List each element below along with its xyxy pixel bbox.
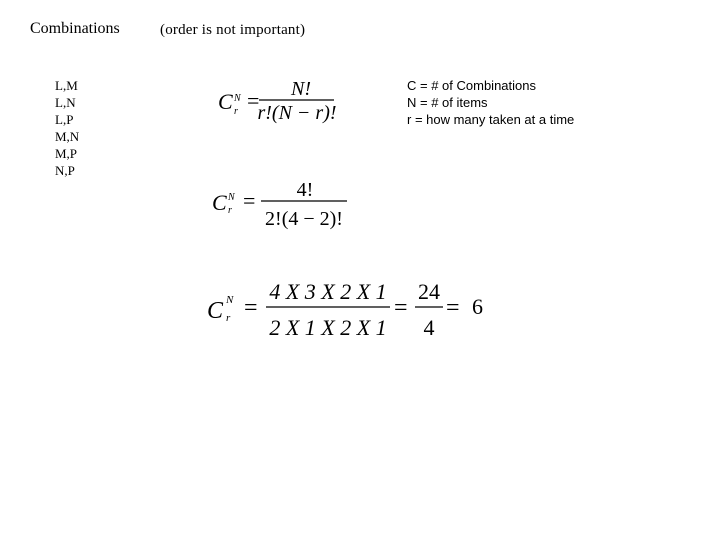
legend-item: N = # of items: [407, 95, 488, 110]
list-item: M,N: [55, 129, 80, 144]
denominator: 2 X 1 X 2 X 1: [269, 315, 387, 340]
formula-c: C: [207, 298, 224, 324]
legend-item: C = # of Combinations: [407, 78, 536, 93]
denominator: 2!(4 − 2)!: [265, 208, 343, 230]
formula-sup: N: [226, 294, 234, 306]
formula-sup: N: [228, 192, 235, 203]
equals-sign: =: [394, 295, 408, 321]
equals-sign: =: [243, 188, 256, 213]
denominator: r!(N − r)!: [257, 102, 337, 124]
page-title: Combinations: [30, 20, 120, 37]
formula-c: C: [212, 190, 227, 215]
formula-general: [210, 70, 360, 130]
list-item: L,M: [55, 78, 78, 93]
equals-sign: =: [244, 295, 258, 321]
formula-sub: r: [226, 312, 231, 324]
formula-calculation: [200, 272, 500, 347]
result-value: 6: [472, 294, 483, 319]
numerator: 4 X 3 X 2 X 1: [269, 279, 387, 304]
list-item: L,P: [55, 112, 74, 127]
list-item: L,N: [55, 95, 76, 110]
list-item: M,P: [55, 146, 78, 161]
formula-c: C: [218, 89, 233, 114]
formula-sub: r: [234, 106, 238, 117]
numerator: 24: [418, 279, 440, 304]
denominator: 4: [423, 315, 435, 340]
equals-sign: =: [247, 88, 260, 113]
list-item: N,P: [55, 163, 75, 178]
page-subtitle: (order is not important): [160, 22, 306, 38]
legend-item: r = how many taken at a time: [407, 112, 575, 127]
legend: [407, 77, 574, 128]
pairs-list: [55, 77, 79, 179]
numerator: N!: [291, 78, 311, 100]
numerator: 4!: [296, 179, 314, 201]
formula-substituted: [206, 175, 356, 235]
formula-sub: r: [228, 205, 232, 216]
formula-sup: N: [234, 93, 241, 104]
equals-sign: =: [446, 295, 460, 321]
